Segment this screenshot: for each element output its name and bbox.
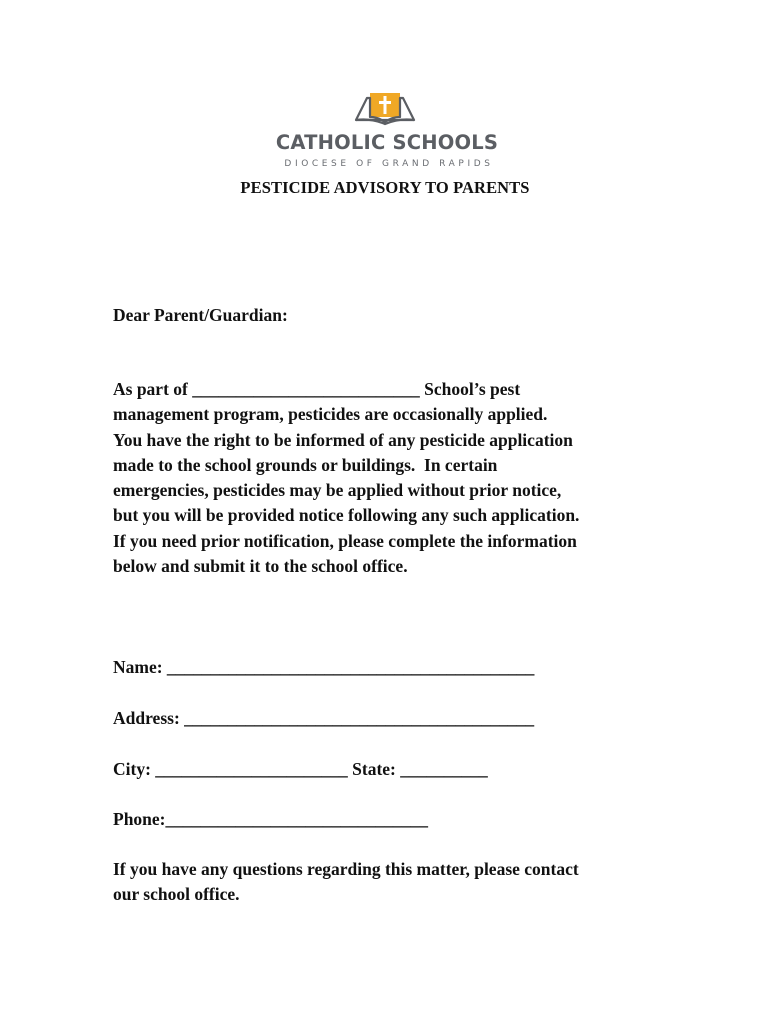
logo-subtitle: DIOCESE OF GRAND RAPIDS: [284, 159, 494, 169]
body-line: below and submit it to the school office.: [113, 556, 408, 577]
body-line: made to the school grounds or buildings. In certain: [113, 454, 498, 475]
body-paragraph: [113, 377, 579, 579]
document-title: PESTICIDE ADVISORY TO PARENTS: [240, 178, 530, 197]
body-line: emergencies, pesticides may be applied without prior notice,: [113, 480, 562, 501]
salutation: Dear Parent/Guardian:: [113, 305, 288, 325]
logo-name: CATHOLIC SCHOOLS: [275, 131, 499, 154]
body-line: management program, pesticides are occasionally applied.: [113, 404, 548, 425]
body-line: If you need prior notification, please complete the information: [113, 530, 577, 551]
city-state-field[interactable]: City: ______________________ State: __________: [113, 759, 488, 779]
closing-line: If you have any questions regarding this matter, please contact: [113, 859, 579, 879]
catholic-schools-logo: [0, 88, 770, 178]
name-field[interactable]: Name: __________________________________________: [113, 657, 535, 677]
address-field[interactable]: Address: ________________________________________: [113, 708, 535, 728]
phone-field[interactable]: Phone:______________________________: [113, 809, 428, 829]
body-line: but you will be provided notice following any such application.: [113, 505, 580, 526]
body-line: You have the right to be informed of any pesticide application: [113, 429, 573, 450]
closing-line: our school office.: [113, 884, 240, 905]
closing-paragraph: [113, 857, 579, 908]
open-book-cross-icon: [353, 92, 417, 126]
body-line: As part of __________________________ School’s pest: [113, 379, 521, 399]
